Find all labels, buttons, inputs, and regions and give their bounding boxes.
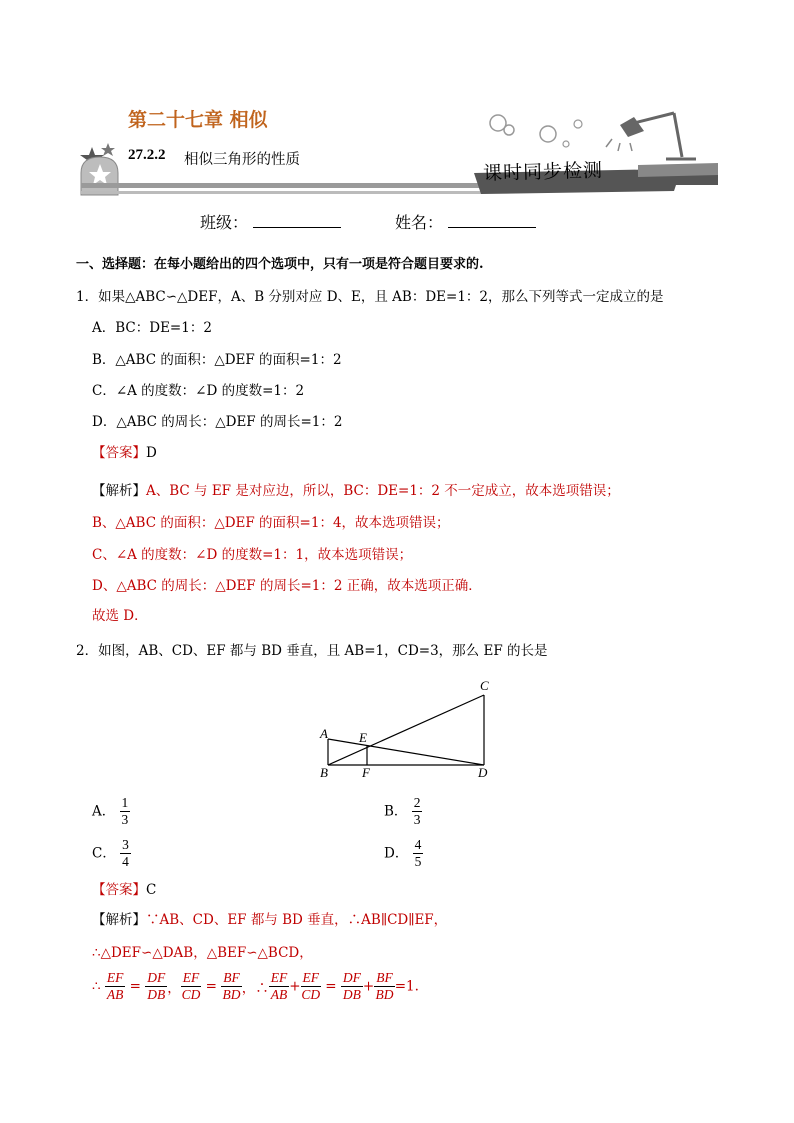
q1-option-c: C．∠A 的度数：∠D 的度数=1：2 <box>92 383 305 399</box>
q1-stem: 1．如果△ABC∽△DEF，A、B 分别对应 D、E，且 AB：DE=1：2，那么下列等式一定成立的是 <box>76 289 664 305</box>
banner-text: 课时同步检测 <box>482 159 604 185</box>
q2-figure <box>310 675 530 785</box>
q2-analysis-1 <box>92 910 447 930</box>
header <box>78 95 718 200</box>
q1-option-a: A．BC：DE=1：2 <box>92 320 212 336</box>
q1-answer <box>92 443 157 463</box>
chapter-title: 第二十七章 相似 <box>128 109 268 131</box>
label-c: C <box>480 678 489 693</box>
q2-option-c: C． $\frac{3}{4}$ <box>92 837 129 869</box>
q2-analysis-tag: 【解析】 <box>92 912 146 928</box>
name-field <box>395 210 536 233</box>
class-label: 班级： <box>200 213 249 232</box>
section-heading: 一、选择题：在每小题给出的四个选项中，只有一项是符合题目要求的. <box>76 257 484 272</box>
segment-ad <box>328 739 484 765</box>
name-label: 姓名： <box>395 213 444 232</box>
label-a: A <box>320 726 328 741</box>
label-b: B <box>320 765 328 780</box>
q1-analysis-2: C、∠A 的度数：∠D 的度数=1：1，故本选项错误； <box>92 547 413 563</box>
q1-option-d: D．△ABC 的周长：△DEF 的周长=1：2 <box>92 414 343 430</box>
q2-analysis-line1: ∵AB、CD、EF 都与 BD 垂直，∴AB∥CD∥EF， <box>146 912 448 928</box>
q1-analysis-0 <box>92 481 620 501</box>
q2-stem: 2．如图，AB、CD、EF 都与 BD 垂直，且 AB=1，CD=3，那么 EF 的长是 <box>76 643 548 659</box>
label-f: F <box>362 765 370 780</box>
q1-option-b: B．△ABC 的面积：△DEF 的面积=1：2 <box>92 352 342 368</box>
q2-analysis-3: ∴ $\frac{EF}{AB}$ = $\frac{DF}{DB}$ ， $\frac{EF}{CD}$ = $\frac{BF}{BD}$ ，∴ $\frac{EF}{AB}$ + $\frac{EF}{CD}$ = $\frac{DF}{DB}$ + $\frac{BF}{BD}$ =1. <box>92 970 419 1002</box>
q2-answer-value: C <box>146 882 157 898</box>
name-blank[interactable] <box>448 213 536 228</box>
q2-option-d: D． $\frac{4}{5}$ <box>384 837 422 869</box>
q2-option-a: A． $\frac{1}{3}$ <box>92 795 129 827</box>
q1-answer-tag: 【答案】 <box>92 445 146 461</box>
q1-analysis-tag: 【解析】 <box>92 483 146 499</box>
q1-analysis-4: 故选 D． <box>92 608 148 624</box>
q1-analysis-line: A、BC 与 EF 是对应边，所以，BC：DE=1：2 不一定成立，故本选项错误； <box>146 483 620 499</box>
segment-bc <box>328 695 484 765</box>
class-field <box>200 210 341 233</box>
section-number: 27.2.2 <box>128 147 166 163</box>
label-d: D <box>478 765 488 780</box>
q2-analysis-2: ∴△DEF∽△DAB，△BEF∽△BCD， <box>92 945 313 961</box>
q2-option-b: B． $\frac{2}{3}$ <box>384 795 421 827</box>
q2-answer-tag: 【答案】 <box>92 882 146 898</box>
q1-analysis-3: D、△ABC 的周长：△DEF 的周长=1：2 正确，故本选项正确． <box>92 578 482 594</box>
q1-answer-value: D <box>146 445 157 461</box>
q1-analysis-1: B、△ABC 的面积：△DEF 的面积=1：4，故本选项错误； <box>92 515 450 531</box>
label-e: E <box>359 730 367 745</box>
q2-answer <box>92 880 156 900</box>
section-title: 相似三角形的性质 <box>184 152 300 168</box>
class-blank[interactable] <box>253 213 341 228</box>
